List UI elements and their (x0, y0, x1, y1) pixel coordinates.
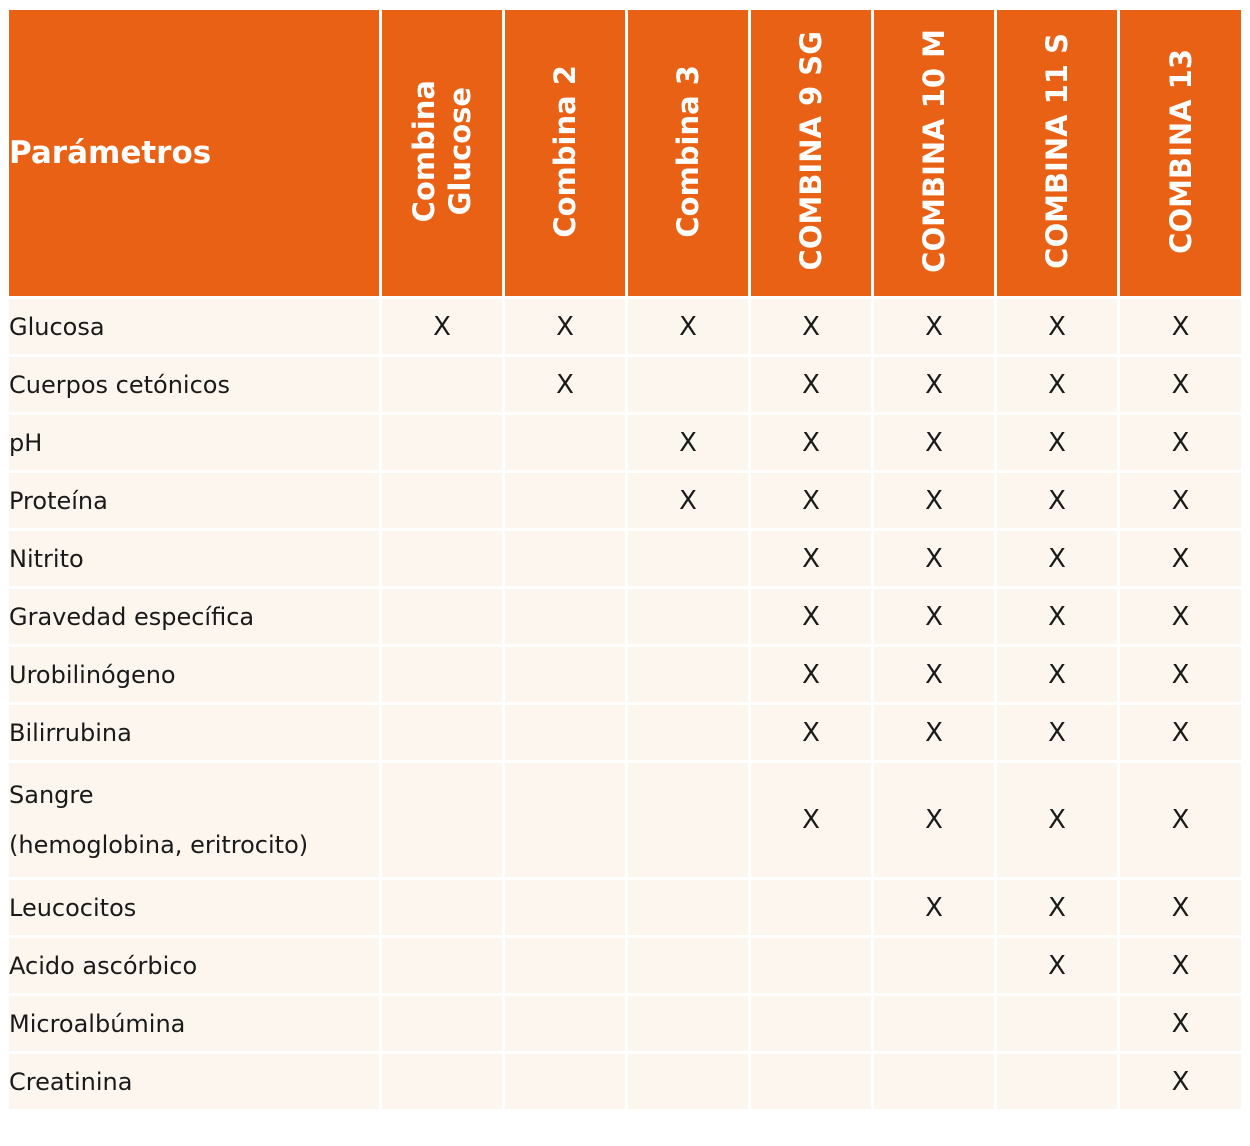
table-row (9, 589, 1241, 644)
mark-cell: X (997, 299, 1117, 354)
mark-cell: X (874, 705, 994, 760)
mark-cell (628, 531, 748, 586)
table-row (9, 880, 1241, 935)
header-row (9, 10, 1241, 296)
mark-cell: X (751, 473, 871, 528)
column-header-line: COMBINA 9 SG (794, 31, 828, 271)
mark-cell: X (1120, 415, 1241, 470)
mark-cell: X (1120, 763, 1241, 877)
column-header-label (547, 65, 583, 238)
mark-cell (505, 415, 625, 470)
mark-cell (628, 763, 748, 877)
row-label-line: Creatinina (9, 1067, 133, 1096)
column-header-line: Glucose (443, 86, 477, 216)
mark-cell: X (751, 299, 871, 354)
mark-cell: X (751, 357, 871, 412)
row-label (9, 763, 379, 877)
mark-cell (382, 531, 502, 586)
mark-cell: X (997, 415, 1117, 470)
column-header (997, 10, 1117, 296)
mark-cell (628, 880, 748, 935)
mark-cell: X (1120, 299, 1241, 354)
mark-cell (874, 938, 994, 993)
mark-cell (382, 880, 502, 935)
mark-cell: X (505, 299, 625, 354)
table-row (9, 531, 1241, 586)
mark-cell: X (997, 880, 1117, 935)
mark-cell: X (874, 415, 994, 470)
row-label-line: Proteína (9, 486, 108, 515)
column-header-label (793, 31, 829, 270)
mark-cell: X (997, 647, 1117, 702)
mark-cell (505, 880, 625, 935)
column-header-label (916, 29, 952, 273)
mark-cell (382, 705, 502, 760)
table-row (9, 357, 1241, 412)
parameters-table (6, 7, 1244, 1112)
row-label (9, 647, 379, 702)
row-label-line: Leucocitos (9, 893, 137, 922)
mark-cell (751, 938, 871, 993)
row-label (9, 938, 379, 993)
column-header (1120, 10, 1241, 296)
mark-cell (751, 880, 871, 935)
row-label (9, 880, 379, 935)
row-label (9, 357, 379, 412)
mark-cell: X (751, 531, 871, 586)
mark-cell: X (628, 473, 748, 528)
row-label-line: Urobilinógeno (9, 660, 176, 689)
column-header-label (1163, 49, 1199, 254)
mark-cell: X (505, 357, 625, 412)
mark-cell (751, 1054, 871, 1109)
mark-cell (382, 938, 502, 993)
mark-cell: X (997, 531, 1117, 586)
mark-cell: X (1120, 996, 1241, 1051)
mark-cell (628, 589, 748, 644)
mark-cell (382, 996, 502, 1051)
mark-cell (505, 705, 625, 760)
table-row (9, 415, 1241, 470)
mark-cell (382, 589, 502, 644)
mark-cell: X (874, 357, 994, 412)
column-header-line: COMBINA 13 (1163, 48, 1198, 254)
column-header (628, 10, 748, 296)
mark-cell (382, 473, 502, 528)
header-parametros: Parámetros (9, 10, 379, 296)
mark-cell: X (874, 647, 994, 702)
mark-cell: X (751, 763, 871, 877)
table-row (9, 299, 1241, 354)
column-header-line: COMBINA 11 S (1040, 33, 1074, 269)
column-header-label (406, 80, 478, 222)
column-header-line: Combina 3 (671, 64, 705, 238)
row-label (9, 589, 379, 644)
mark-cell (382, 763, 502, 877)
mark-cell (505, 647, 625, 702)
mark-cell (505, 589, 625, 644)
mark-cell: X (628, 415, 748, 470)
row-label (9, 299, 379, 354)
column-header-label (670, 65, 706, 238)
mark-cell: X (997, 938, 1117, 993)
table-row (9, 473, 1241, 528)
mark-cell: X (1120, 357, 1241, 412)
mark-cell: X (874, 299, 994, 354)
mark-cell: X (997, 589, 1117, 644)
mark-cell (628, 357, 748, 412)
mark-cell: X (874, 589, 994, 644)
mark-cell: X (1120, 880, 1241, 935)
mark-cell: X (997, 763, 1117, 877)
mark-cell (628, 1054, 748, 1109)
column-header (382, 10, 502, 296)
mark-cell: X (751, 647, 871, 702)
mark-cell (505, 473, 625, 528)
row-label-line: Gravedad específica (9, 602, 255, 631)
row-label-line: Glucosa (9, 312, 105, 341)
mark-cell (505, 531, 625, 586)
mark-cell: X (1120, 589, 1241, 644)
row-label-line: Sangre (9, 781, 94, 809)
column-header (505, 10, 625, 296)
column-header-line: Combina (407, 79, 441, 223)
mark-cell: X (751, 705, 871, 760)
mark-cell: X (1120, 473, 1241, 528)
mark-cell: X (1120, 705, 1241, 760)
table-row (9, 1054, 1241, 1109)
row-label-line: pH (9, 428, 43, 457)
mark-cell (997, 996, 1117, 1051)
mark-cell: X (997, 357, 1117, 412)
mark-cell: X (751, 589, 871, 644)
table-row (9, 763, 1241, 877)
mark-cell (382, 357, 502, 412)
column-header-line: COMBINA 10 M (917, 29, 951, 273)
mark-cell (382, 1054, 502, 1109)
row-label (9, 705, 379, 760)
mark-cell (628, 938, 748, 993)
mark-cell: X (1120, 531, 1241, 586)
mark-cell (505, 996, 625, 1051)
mark-cell (382, 415, 502, 470)
table-row (9, 705, 1241, 760)
row-label-line: Microalbúmina (9, 1009, 186, 1038)
mark-cell (505, 763, 625, 877)
mark-cell (628, 705, 748, 760)
mark-cell: X (1120, 1054, 1241, 1109)
mark-cell: X (1120, 938, 1241, 993)
table-body (9, 299, 1241, 1109)
table-row (9, 996, 1241, 1051)
mark-cell: X (997, 473, 1117, 528)
mark-cell (505, 938, 625, 993)
column-header (874, 10, 994, 296)
row-label-line: Bilirrubina (9, 718, 132, 747)
mark-cell (382, 647, 502, 702)
mark-cell: X (874, 763, 994, 877)
mark-cell (874, 996, 994, 1051)
mark-cell: X (382, 299, 502, 354)
mark-cell: X (628, 299, 748, 354)
mark-cell: X (874, 880, 994, 935)
row-label-line: (hemoglobina, eritrocito) (9, 831, 309, 859)
mark-cell: X (874, 531, 994, 586)
mark-cell (997, 1054, 1117, 1109)
mark-cell (874, 1054, 994, 1109)
column-header-label (1039, 33, 1075, 269)
row-label (9, 473, 379, 528)
mark-cell: X (751, 415, 871, 470)
table-row (9, 647, 1241, 702)
row-label-line: Acido ascórbico (9, 951, 198, 980)
row-label-line: Nitrito (9, 544, 84, 573)
column-header (751, 10, 871, 296)
mark-cell: X (1120, 647, 1241, 702)
row-label (9, 996, 379, 1051)
mark-cell (628, 647, 748, 702)
mark-cell (505, 1054, 625, 1109)
mark-cell (628, 996, 748, 1051)
mark-cell (751, 996, 871, 1051)
row-label-line: Cuerpos cetónicos (9, 370, 230, 399)
mark-cell: X (874, 473, 994, 528)
mark-cell: X (997, 705, 1117, 760)
row-label (9, 415, 379, 470)
row-label (9, 1054, 379, 1109)
row-label (9, 531, 379, 586)
column-header-line: Combina 2 (548, 64, 582, 238)
table-row (9, 938, 1241, 993)
